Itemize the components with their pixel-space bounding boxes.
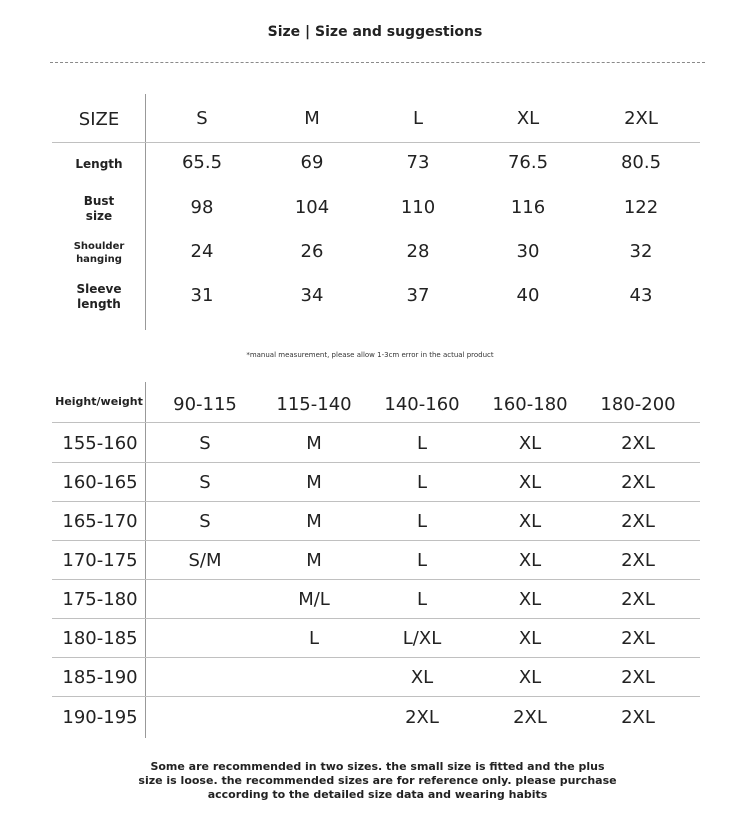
weight-col-header: 140-160 [384,394,460,415]
table-cell: L [308,628,320,649]
table-row [52,657,700,697]
table-cell: 2XL [621,511,655,532]
weight-col-header: 115-140 [276,394,352,415]
weight-col-header: 160-180 [492,394,568,415]
size-row-sleeve [52,276,700,318]
recommend-header-row [52,382,700,423]
table-cell: 2XL [621,628,655,649]
row-label-line: size [85,209,113,223]
height-label: 165-170 [62,511,138,532]
table-cell: 24 [190,241,214,262]
size-header-label: SIZE [78,109,120,130]
table-cell: 34 [300,285,324,306]
table-cell: XL [518,511,542,532]
table-cell: 116 [510,197,546,218]
table-cell: XL [518,628,542,649]
table-cell: M [306,511,322,532]
table-row [52,618,700,658]
row-label-line: length [77,297,121,311]
table-row [52,697,700,736]
row-label-line: hanging [76,254,122,265]
table-cell: S [199,511,211,532]
table-cell: XL [518,433,542,454]
row-label [52,194,146,224]
table-cell: 43 [629,285,653,306]
table-cell: 2XL [621,589,655,610]
table-cell: M/L [298,589,330,610]
table-cell: S [199,472,211,493]
weight-col-header: 180-200 [600,394,676,415]
table-row [52,540,700,580]
height-label: 185-190 [62,667,138,688]
table-cell: 31 [190,285,214,306]
table-row [52,579,700,619]
height-label: 180-185 [62,628,138,649]
measurement-note: *manual measurement, please allow 1-3cm error in the actual product [246,351,494,359]
footer-line: according to the detailed size data and wearing habits [207,788,548,801]
table-cell: L [416,472,428,493]
table-cell: XL [518,667,542,688]
row-label-line: Shoulder [73,241,125,252]
table-cell: 40 [516,285,540,306]
table-cell: 80.5 [620,152,662,173]
table-cell: 73 [406,152,430,173]
table-cell: 2XL [621,550,655,571]
table-cell: 65.5 [181,152,223,173]
table-cell: 2XL [621,433,655,454]
table-row [52,501,700,541]
table-cell: XL [518,550,542,571]
row-label [52,282,146,312]
table-cell: 2XL [621,472,655,493]
table-cell: 2XL [621,707,655,728]
height-label: 170-175 [62,550,138,571]
table-cell: 2XL [621,667,655,688]
dashed-divider [50,62,705,63]
table-cell: 2XL [513,707,547,728]
table-cell: 30 [516,241,540,262]
size-header-row [52,97,700,143]
row-label: Length [75,156,123,171]
table-cell: 76.5 [507,152,549,173]
table-cell: M [306,433,322,454]
table-cell: XL [518,589,542,610]
height-label: 160-165 [62,472,138,493]
table-cell: S/M [188,550,222,571]
page-title: Size | Size and suggestions [267,24,483,40]
footer-note [0,760,750,802]
table-cell: 28 [406,241,430,262]
table-cell: 110 [400,197,436,218]
weight-col-header: 90-115 [173,394,237,415]
size-col-header: S [196,108,208,129]
size-row-length [52,143,700,185]
table-cell: 37 [406,285,430,306]
row-label-line: Bust [83,194,115,208]
footer-line: Some are recommended in two sizes. the small size is fitted and the plus [150,760,605,773]
table-cell: L [416,550,428,571]
row-label [52,240,146,266]
table-cell: S [199,433,211,454]
table-cell: 69 [300,152,324,173]
height-label: 175-180 [62,589,138,610]
footer-line: size is loose. the recommended sizes are for reference only. please purchase [138,774,617,787]
table-cell: 122 [623,197,659,218]
table-cell: 98 [190,197,214,218]
table-cell: L/XL [402,628,442,649]
size-row-bust [52,188,700,230]
size-col-header: 2XL [624,108,658,129]
table-cell: XL [518,472,542,493]
table-cell: XL [410,667,434,688]
height-weight-label: Height/weight [55,395,143,408]
size-col-header: M [304,108,320,129]
table-row [52,462,700,502]
size-col-header: L [412,108,424,129]
size-row-shoulder [52,232,700,274]
table-cell: 26 [300,241,324,262]
table-cell: L [416,589,428,610]
height-label: 155-160 [62,433,138,454]
row-label-line: Sleeve [76,282,122,296]
table-cell: L [416,433,428,454]
table-cell: M [306,550,322,571]
table-cell: 2XL [405,707,439,728]
table-cell: M [306,472,322,493]
height-label: 190-195 [62,707,138,728]
table-cell: L [416,511,428,532]
size-col-header: XL [516,108,540,129]
table-row [52,423,700,463]
table-cell: 104 [294,197,330,218]
table-cell: 32 [629,241,653,262]
